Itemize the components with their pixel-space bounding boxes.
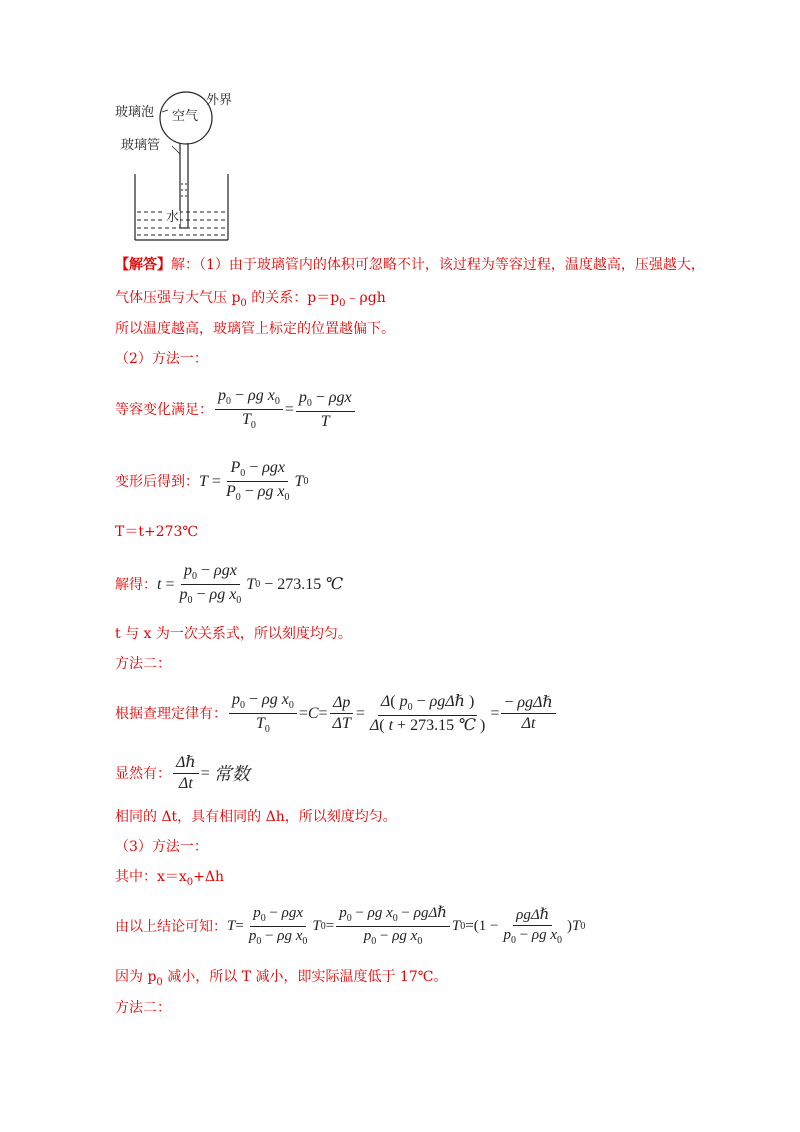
fraction: $\frac{p_0 - \rho gx}{p_0 - \rho g x_0}$ [179,562,242,607]
fraction: $\frac{\Delta p}{\Delta T}$ [330,695,354,732]
answer-line-18: 方法二： [115,1000,171,1016]
equation-conclusion [115,906,585,947]
formula: $\frac{\text{Δℏ}}{\Delta t}$ = 常数 [171,755,250,792]
formula: t = $\frac{p_0 - \rho gx}{p_0 - \rho g x_0}$ T 0 − 273.15 ℃ [157,562,344,607]
label-water: 水 [166,210,180,225]
answer-line-2 [115,291,386,309]
text: 减小，所以 T 减小，即实际温度低于 17℃。 [162,969,448,985]
formula: T = $\frac{p_0 - \rho gx}{p_0 - \rho g x_0}$ T 0 = $\frac{p_0 - \rho g x_0 - \rho g\Delta\hbar}{p_0 - \rho g x_0}$ T 0 =(1 − $\frac{\text{ρgΔℏ}}{p_0 - \rho g x_0}$ ) T 0 [227,905,586,947]
constant: 常数 [213,763,250,784]
answer-tag: 【解答】 [115,257,171,273]
equation-constant [115,755,250,792]
answer-line-13: 相同的 Δt，具有相同的 Δh，所以刻度均匀。 [115,809,397,825]
sub: 0 [240,297,247,309]
text: +Δh [193,869,225,885]
fraction: $\frac{P_0 - \rho gx}{P_0 - \rho g x_0}$ [225,459,290,504]
text: 因为 p [115,969,157,985]
equation-isochoric [115,388,357,431]
fraction: $\frac{p_0 - \rho gx}{T}$ [296,390,355,430]
text: 其中：x＝x [115,869,187,885]
equation-label: 变形后得到： [115,473,199,490]
constant: 273.15 [277,575,322,593]
fraction: $\frac{\text{− ρgΔℏ}}{\Delta t}$ [501,695,555,732]
equation-label: 解得： [115,576,157,593]
equation-label: 显然有： [115,765,171,782]
formula: T = $\frac{P_0 - \rho gx}{P_0 - \rho g x_0}$ T 0 [199,459,309,504]
answer-line-7: T＝t+273℃ [115,524,199,540]
fraction: $\frac{p_0 - \rho g x_0}{T_0}$ [229,692,297,735]
answer-line-14: （3）方法一： [115,839,208,855]
fraction: $\frac{\text{Δℏ}}{\Delta t}$ [173,755,199,792]
equation-solved [115,563,343,606]
equation-rearranged [115,460,308,503]
fraction: $\frac{\Delta( p_0 - \rho g\Delta\hbar )}{\Delta( t + 273.15 ℃ )}$ [369,692,486,734]
answer-line-1 [115,258,705,272]
sub: 0 [339,297,346,309]
equation-label: 等容变化满足： [115,401,213,418]
answer-line-9: t 与 x 为一次关系式，所以刻度均匀。 [115,626,352,642]
formula: $\frac{p_0 - \rho g x_0}{T_0}$ = C = $\frac{\Delta p}{\Delta T}$ = $\frac{\Delta( p_0 - \rho g\Delta\hbar )}{\Delta( t + 273.15 ℃ )}$ = $\frac{\text{− ρgΔℏ}}{\Delta t}$ [227,692,558,735]
unit: ℃ [325,575,344,593]
text: 气体压强与大气压 p [115,290,241,306]
label-tube: 玻璃管 [121,138,161,153]
sub: 0 [156,976,163,988]
answer-line-3: 所以温度越高，玻璃管上标定的位置越偏下。 [115,321,395,337]
answer-line-17 [115,970,447,988]
text: ﹣ρgh [345,290,386,306]
equation-label: 根据查理定律有： [115,705,227,722]
text: 的关系：p＝p [246,290,340,306]
sub: 0 [186,876,194,888]
fraction: $\frac{p_0 - \rho g x_0}{T_0}$ [215,388,283,431]
label-bulb: 玻璃泡 [115,105,155,120]
answer-line-15 [115,870,224,888]
label-outside: 外界 [206,93,233,108]
formula: $\frac{p_0 - \rho g x_0}{T_0}$ = $\frac{p_0 - \rho gx}{T}$ [213,388,357,431]
equation-label: 由以上结论可知： [115,918,227,935]
answer-text-1: 解：（1）由于玻璃管内的体积可忽略不计，该过程为等容过程，温度越高，压强越大， [171,257,705,273]
fraction: $\frac{\text{ρgΔℏ}}{p_0 - \rho g x_0}$ [503,906,563,946]
answer-line-4: （2）方法一： [115,351,208,367]
fraction: $\frac{p_0 - \rho g x_0 - \rho g\Delta\hbar}{p_0 - \rho g x_0}$ [336,906,450,947]
label-air: 空气 [172,109,199,124]
answer-line-10: 方法二： [115,656,171,672]
fraction: $\frac{p_0 - \rho gx}{p_0 - \rho g x_0}$ [248,905,308,947]
equation-charles [115,692,558,735]
